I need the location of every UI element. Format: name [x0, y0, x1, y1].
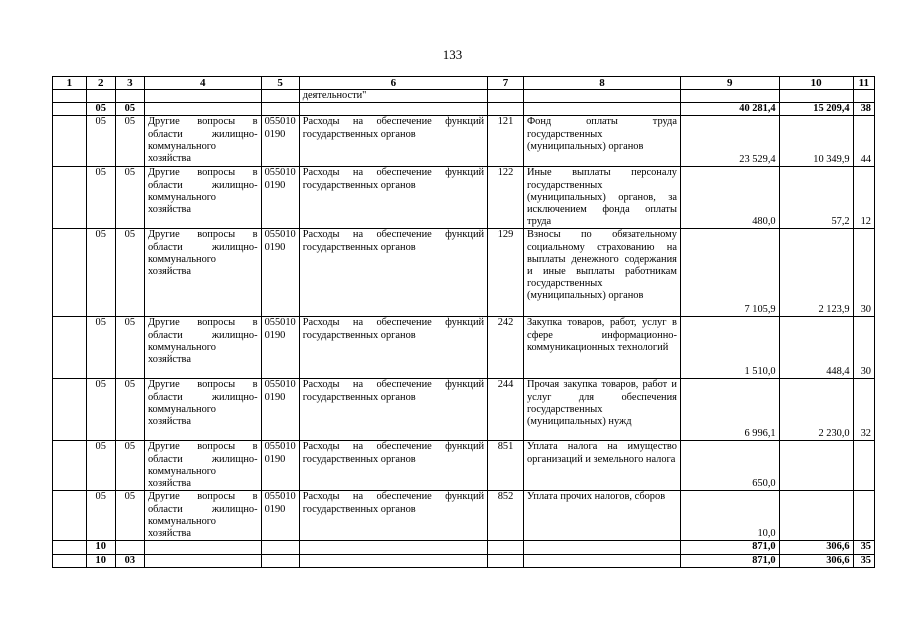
- section-name: Другие вопросы в области жилищно-коммунального хозяйства: [144, 441, 261, 491]
- expense-type-name: Взносы по обязательному социальному страхованию на выплаты денежного содержания и иные выплаты работникам государственных (муниципальных) органов: [523, 229, 680, 317]
- target-name: Расходы на обеспечение функций государственных органов: [299, 167, 487, 229]
- target-code: 055010 0190: [261, 229, 299, 317]
- section-name: Другие вопросы в области жилищно-коммунального хозяйства: [144, 317, 261, 379]
- percent: 44: [853, 116, 874, 167]
- actual-amount: 448,4: [779, 317, 853, 379]
- target-code: 055010 0190: [261, 441, 299, 491]
- section-name: Другие вопросы в области жилищно-коммунального хозяйства: [144, 491, 261, 541]
- expense-type-code: 121: [488, 116, 524, 167]
- section-code: 05: [86, 441, 115, 491]
- header-cell: 6: [299, 77, 487, 90]
- percent: 38: [853, 103, 874, 116]
- continuation-text: деятельности": [299, 90, 487, 103]
- section-code: 05: [86, 116, 115, 167]
- plan-amount: 871,0: [680, 554, 779, 567]
- header-cell: 1: [53, 77, 87, 90]
- header-cell: 9: [680, 77, 779, 90]
- target-name: Расходы на обеспечение функций государственных органов: [299, 379, 487, 441]
- expense-type-name: Уплата налога на имущество организаций и земельного налога: [523, 441, 680, 491]
- section-code: 05: [86, 491, 115, 541]
- subsection-code: 05: [115, 441, 144, 491]
- plan-amount: 23 529,4: [680, 116, 779, 167]
- plan-amount: 480,0: [680, 167, 779, 229]
- target-name: Расходы на обеспечение функций государственных органов: [299, 116, 487, 167]
- budget-table: [52, 76, 875, 568]
- subsection-code: 05: [115, 317, 144, 379]
- header-row: [53, 77, 875, 90]
- expense-type-code: 851: [488, 441, 524, 491]
- table-row: [53, 379, 875, 441]
- header-cell: 7: [488, 77, 524, 90]
- plan-amount: 10,0: [680, 491, 779, 541]
- target-code: 055010 0190: [261, 116, 299, 167]
- subsection-code: 05: [115, 491, 144, 541]
- percent: 30: [853, 317, 874, 379]
- target-code: 055010 0190: [261, 379, 299, 441]
- target-name: Расходы на обеспечение функций государственных органов: [299, 441, 487, 491]
- actual-amount: 15 209,4: [779, 103, 853, 116]
- page-number: 133: [442, 47, 463, 62]
- percent: 30: [853, 229, 874, 317]
- header-cell: 10: [779, 77, 853, 90]
- subsection-code: 05: [115, 103, 144, 116]
- summary-row: [53, 541, 875, 554]
- target-code: 055010 0190: [261, 491, 299, 541]
- header-cell: 8: [523, 77, 680, 90]
- table-row: [53, 116, 875, 167]
- target-name: Расходы на обеспечение функций государственных органов: [299, 229, 487, 317]
- plan-amount: 1 510,0: [680, 317, 779, 379]
- percent: [853, 441, 874, 491]
- percent: 32: [853, 379, 874, 441]
- expense-type-code: 129: [488, 229, 524, 317]
- percent: 35: [853, 541, 874, 554]
- actual-amount: 2 230,0: [779, 379, 853, 441]
- expense-type-code: 122: [488, 167, 524, 229]
- target-name: Расходы на обеспечение функций государственных органов: [299, 491, 487, 541]
- section-code: 05: [86, 379, 115, 441]
- table-row: [53, 491, 875, 541]
- table-row: [53, 441, 875, 491]
- plan-amount: 40 281,4: [680, 103, 779, 116]
- section-code: 05: [86, 103, 115, 116]
- expense-type-name: Уплата прочих налогов, сборов: [523, 491, 680, 541]
- header-cell: 5: [261, 77, 299, 90]
- expense-type-name: Фонд оплаты труда государственных (муниципальных) органов: [523, 116, 680, 167]
- table-row: [53, 317, 875, 379]
- actual-amount: 306,6: [779, 541, 853, 554]
- subsection-code: [115, 541, 144, 554]
- expense-type-name: Иные выплаты персоналу государственных (муниципальных) органов, за исключением фонда оплаты труда: [523, 167, 680, 229]
- summary-row: [53, 554, 875, 567]
- actual-amount: 2 123,9: [779, 229, 853, 317]
- header-cell: 4: [144, 77, 261, 90]
- continuation-row: [53, 90, 875, 103]
- section-code: 05: [86, 317, 115, 379]
- header-cell: 2: [86, 77, 115, 90]
- table-row: [53, 167, 875, 229]
- section-code: 10: [86, 541, 115, 554]
- section-code: 05: [86, 229, 115, 317]
- actual-amount: 10 349,9: [779, 116, 853, 167]
- subsection-code: 03: [115, 554, 144, 567]
- section-code: 10: [86, 554, 115, 567]
- expense-type-code: 852: [488, 491, 524, 541]
- section-name: Другие вопросы в области жилищно-коммунального хозяйства: [144, 116, 261, 167]
- expense-type-name: Закупка товаров, работ, услуг в сфере информационно-коммуникационных технологий: [523, 317, 680, 379]
- subsection-code: 05: [115, 116, 144, 167]
- table-row: [53, 229, 875, 317]
- percent: [853, 491, 874, 541]
- section-code: 05: [86, 167, 115, 229]
- percent: 35: [853, 554, 874, 567]
- subsection-code: 05: [115, 167, 144, 229]
- expense-type-code: 242: [488, 317, 524, 379]
- summary-row: [53, 103, 875, 116]
- actual-amount: 306,6: [779, 554, 853, 567]
- target-name: Расходы на обеспечение функций государственных органов: [299, 317, 487, 379]
- plan-amount: 871,0: [680, 541, 779, 554]
- section-name: Другие вопросы в области жилищно-коммунального хозяйства: [144, 167, 261, 229]
- section-name: Другие вопросы в области жилищно-коммунального хозяйства: [144, 229, 261, 317]
- actual-amount: 57,2: [779, 167, 853, 229]
- expense-type-code: 244: [488, 379, 524, 441]
- actual-amount: [779, 441, 853, 491]
- header-cell: 11: [853, 77, 874, 90]
- target-code: 055010 0190: [261, 317, 299, 379]
- plan-amount: 7 105,9: [680, 229, 779, 317]
- target-code: 055010 0190: [261, 167, 299, 229]
- section-name: Другие вопросы в области жилищно-коммунального хозяйства: [144, 379, 261, 441]
- subsection-code: 05: [115, 229, 144, 317]
- header-cell: 3: [115, 77, 144, 90]
- plan-amount: 6 996,1: [680, 379, 779, 441]
- percent: 12: [853, 167, 874, 229]
- subsection-code: 05: [115, 379, 144, 441]
- plan-amount: 650,0: [680, 441, 779, 491]
- actual-amount: [779, 491, 853, 541]
- expense-type-name: Прочая закупка товаров, работ и услуг для обеспечения государственных (муниципальных) нужд: [523, 379, 680, 441]
